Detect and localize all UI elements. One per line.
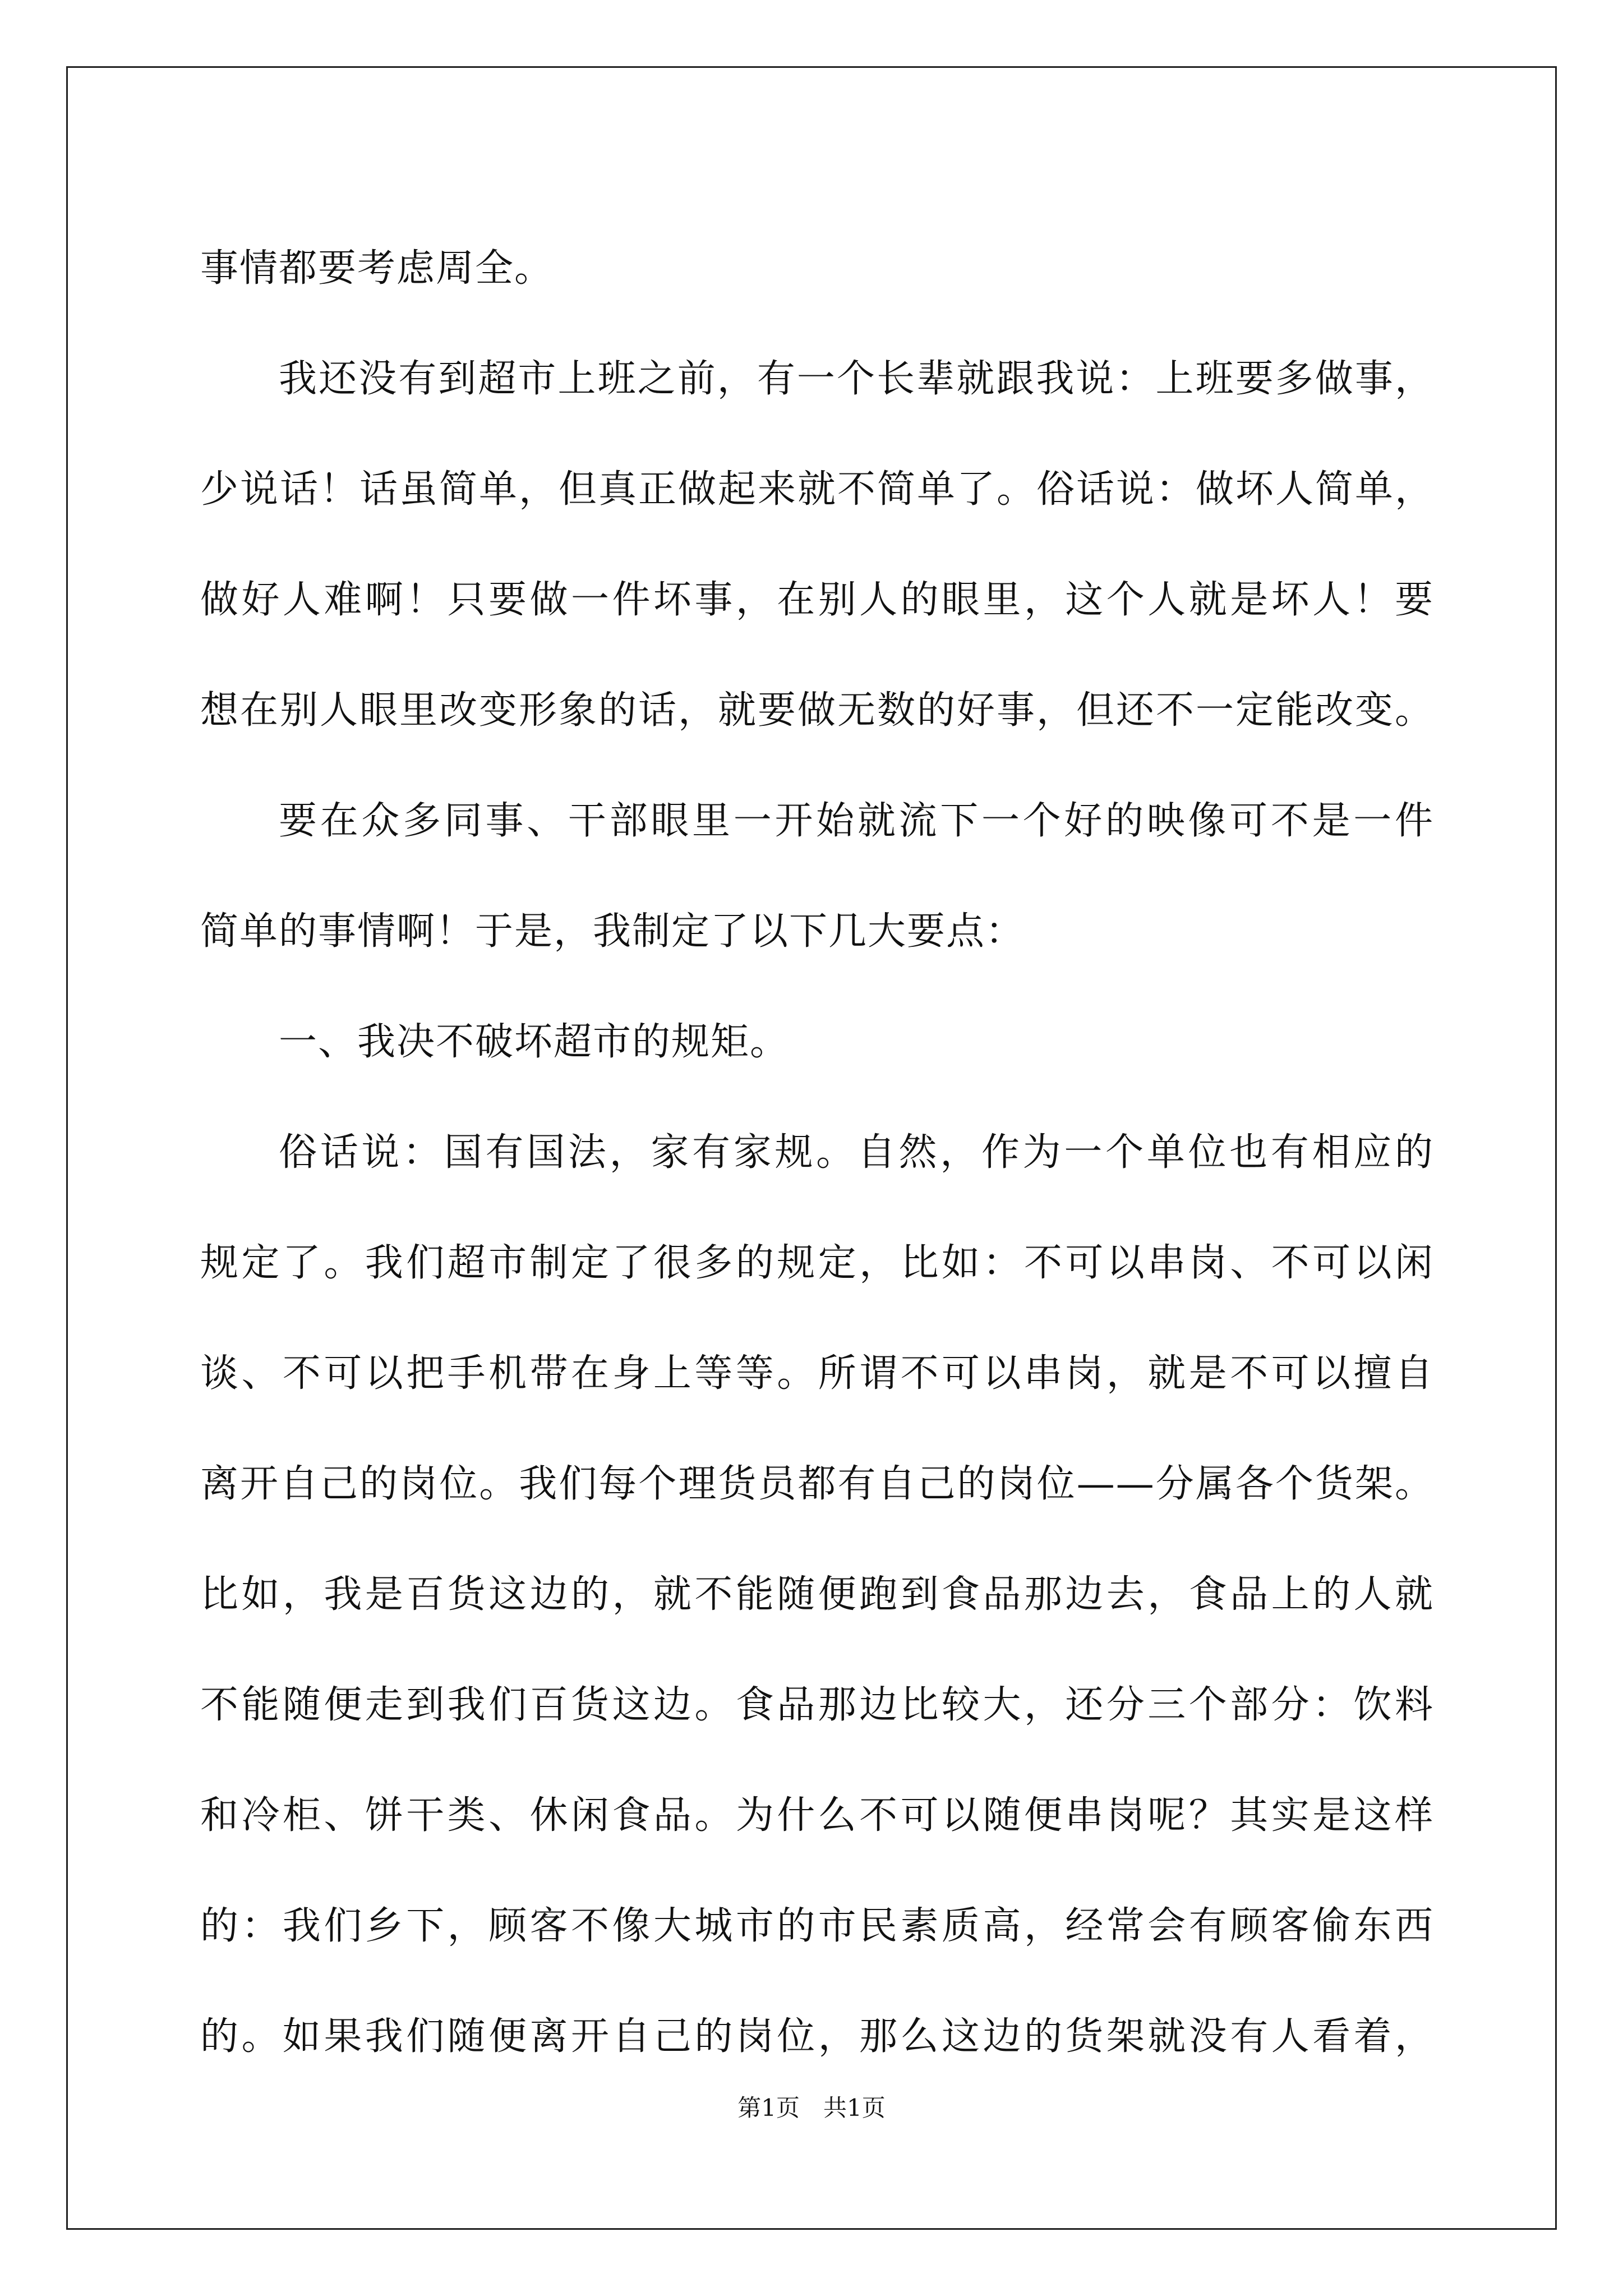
text-line: 俗话说：国有国法，家有家规。自然，作为一个单位也有相应的	[279, 1130, 1434, 1175]
text-line: 比如，我是百货这边的，就不能随便跑到食品那边去，食品上的人就	[200, 1572, 1434, 1617]
document-body	[200, 213, 1434, 2092]
page-footer: 第1页 共1页	[737, 2094, 886, 2122]
text-line: 离开自己的岗位。我们每个理货员都有自己的岗位——分属各个货架。	[200, 1462, 1434, 1506]
text-line: 想在别人眼里改变形象的话，就要做无数的好事，但还不一定能改变。	[200, 688, 1434, 733]
text-line: 一、我决不破坏超市的规矩。	[279, 1020, 790, 1064]
text-line: 谈、不可以把手机带在身上等等。所谓不可以串岗，就是不可以擅自	[200, 1351, 1434, 1396]
text-line: 规定了。我们超市制定了很多的规定，比如：不可以串岗、不可以闲	[200, 1241, 1434, 1285]
text-line: 事情都要考虑周全。	[200, 246, 554, 291]
text-line: 做好人难啊！只要做一件坏事，在别人的眼里，这个人就是坏人！要	[200, 578, 1434, 622]
text-line: 的：我们乡下，顾客不像大城市的市民素质高，经常会有顾客偷东西	[200, 1904, 1434, 1948]
text-line: 的。如果我们随便离开自己的岗位，那么这边的货架就没有人看着，	[200, 2014, 1434, 2059]
text-line: 我还没有到超市上班之前，有一个长辈就跟我说：上班要多做事，	[279, 357, 1434, 401]
text-line: 和冷柜、饼干类、休闲食品。为什么不可以随便串岗呢？其实是这样	[200, 1793, 1434, 1838]
text-line: 不能随便走到我们百货这边。食品那边比较大，还分三个部分：饮料	[200, 1683, 1434, 1727]
text-line: 少说话！话虽简单，但真正做起来就不简单了。俗话说：做坏人简单，	[200, 467, 1434, 512]
text-line: 要在众多同事、干部眼里一开始就流下一个好的映像可不是一件	[279, 799, 1434, 843]
text-line: 简单的事情啊！于是，我制定了以下几大要点：	[200, 909, 1025, 954]
